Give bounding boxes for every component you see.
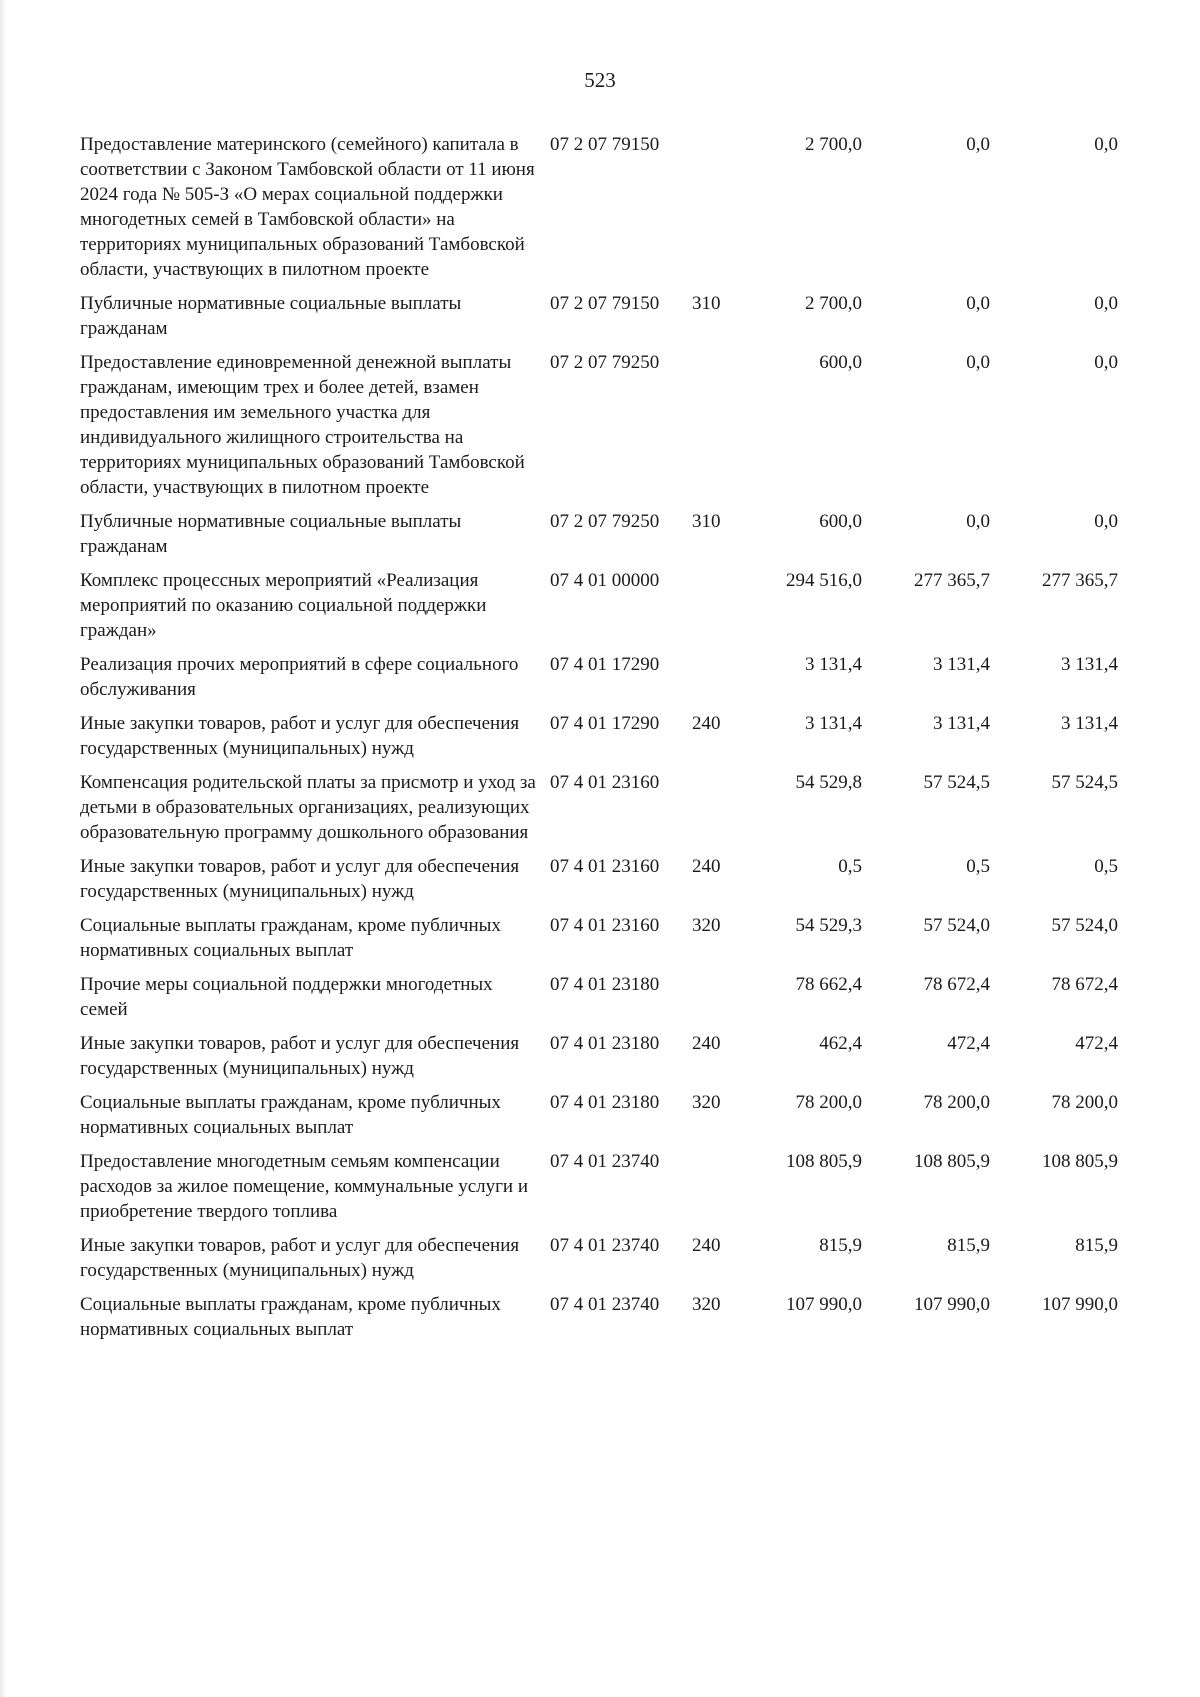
amount-year-2: 277 365,7 <box>914 570 990 591</box>
amount-year-3: 107 990,0 <box>1042 1294 1118 1315</box>
amount-year-2: 57 524,0 <box>923 915 990 936</box>
amount-year-2: 57 524,5 <box>923 772 990 793</box>
expense-type-code: 320 <box>692 1092 721 1113</box>
amount-year-1: 2 700,0 <box>805 293 862 314</box>
amount-year-2: 0,0 <box>966 293 990 314</box>
table-row <box>80 509 1170 559</box>
amount-year-2: 0,0 <box>966 352 990 373</box>
amount-year-2: 108 805,9 <box>914 1151 990 1172</box>
expense-name: Публичные нормативные социальные выплаты гражданам <box>80 511 462 557</box>
expense-type-code: 240 <box>692 856 721 877</box>
target-code: 07 2 07 79250 <box>550 352 660 373</box>
amount-year-2: 0,0 <box>966 511 990 532</box>
amount-year-1: 108 805,9 <box>786 1151 862 1172</box>
table-row <box>80 913 1170 963</box>
page-number: 523 <box>584 68 616 92</box>
amount-year-1: 2 700,0 <box>805 134 862 155</box>
amount-year-1: 0,5 <box>838 856 862 877</box>
table-row <box>80 770 1170 845</box>
amount-year-3: 78 672,4 <box>1051 974 1118 995</box>
expense-name: Социальные выплаты гражданам, кроме публичных нормативных социальных выплат <box>80 1294 501 1340</box>
target-code: 07 4 01 23160 <box>550 772 660 793</box>
target-code: 07 4 01 00000 <box>550 570 660 591</box>
expense-name: Публичные нормативные социальные выплаты гражданам <box>80 293 462 339</box>
target-code: 07 4 01 23740 <box>550 1235 660 1256</box>
expense-type-code: 310 <box>692 511 721 532</box>
table-row <box>80 291 1170 341</box>
table-row <box>80 711 1170 761</box>
amount-year-1: 78 662,4 <box>795 974 862 995</box>
expense-name: Прочие меры социальной поддержки многодетных семей <box>80 974 493 1020</box>
expense-name: Иные закупки товаров, работ и услуг для обеспечения государственных (муниципальных) нужд <box>80 1033 520 1079</box>
table-row <box>80 1031 1170 1081</box>
amount-year-2: 472,4 <box>947 1033 990 1054</box>
expense-type-code: 320 <box>692 1294 721 1315</box>
table-row <box>80 854 1170 904</box>
target-code: 07 4 01 17290 <box>550 654 660 675</box>
amount-year-1: 3 131,4 <box>805 713 862 734</box>
expense-type-code: 320 <box>692 915 721 936</box>
table-row <box>80 652 1170 702</box>
expense-name: Комплекс процессных мероприятий «Реализация мероприятий по оказанию социальной поддержки граждан» <box>80 570 487 641</box>
expense-type-code: 240 <box>692 1235 721 1256</box>
amount-year-2: 0,0 <box>966 134 990 155</box>
table-row <box>80 132 1170 282</box>
amount-year-3: 0,5 <box>1094 856 1118 877</box>
amount-year-3: 0,0 <box>1094 134 1118 155</box>
target-code: 07 4 01 23180 <box>550 1092 660 1113</box>
amount-year-1: 107 990,0 <box>786 1294 862 1315</box>
amount-year-1: 462,4 <box>819 1033 862 1054</box>
table-row <box>80 1090 1170 1140</box>
target-code: 07 4 01 23160 <box>550 915 660 936</box>
amount-year-2: 3 131,4 <box>933 713 990 734</box>
table-row <box>80 568 1170 643</box>
target-code: 07 4 01 23180 <box>550 974 660 995</box>
amount-year-3: 57 524,0 <box>1051 915 1118 936</box>
expense-type-code: 240 <box>692 1033 721 1054</box>
table-row <box>80 1233 1170 1283</box>
amount-year-2: 78 672,4 <box>923 974 990 995</box>
table-row <box>80 1149 1170 1224</box>
amount-year-3: 815,9 <box>1075 1235 1118 1256</box>
amount-year-3: 108 805,9 <box>1042 1151 1118 1172</box>
amount-year-3: 472,4 <box>1075 1033 1118 1054</box>
expense-name: Социальные выплаты гражданам, кроме публичных нормативных социальных выплат <box>80 1092 501 1138</box>
budget-table <box>80 132 1170 1351</box>
expense-type-code: 310 <box>692 293 721 314</box>
target-code: 07 2 07 79150 <box>550 134 660 155</box>
expense-name: Иные закупки товаров, работ и услуг для обеспечения государственных (муниципальных) нужд <box>80 713 520 759</box>
amount-year-3: 0,0 <box>1094 352 1118 373</box>
amount-year-3: 0,0 <box>1094 293 1118 314</box>
amount-year-1: 600,0 <box>819 511 862 532</box>
expense-name: Предоставление единовременной денежной выплаты гражданам, имеющим трех и более детей, взамен предоставления им земельного участка для индивидуального жилищного строительства на территориях муниципальных образований Тамбовской области, участвующих в пилотном проекте <box>80 352 525 498</box>
expense-name: Предоставление многодетным семьям компенсации расходов за жилое помещение, коммунальные услуги и приобретение твердого топлива <box>80 1151 528 1222</box>
target-code: 07 2 07 79150 <box>550 293 660 314</box>
expense-name: Иные закупки товаров, работ и услуг для обеспечения государственных (муниципальных) нужд <box>80 856 520 902</box>
amount-year-2: 107 990,0 <box>914 1294 990 1315</box>
amount-year-2: 0,5 <box>966 856 990 877</box>
expense-type-code: 240 <box>692 713 721 734</box>
amount-year-1: 3 131,4 <box>805 654 862 675</box>
target-code: 07 2 07 79250 <box>550 511 660 532</box>
amount-year-3: 0,0 <box>1094 511 1118 532</box>
expense-name: Социальные выплаты гражданам, кроме публичных нормативных социальных выплат <box>80 915 501 961</box>
amount-year-1: 78 200,0 <box>795 1092 862 1113</box>
amount-year-3: 78 200,0 <box>1051 1092 1118 1113</box>
amount-year-1: 54 529,8 <box>795 772 862 793</box>
target-code: 07 4 01 23180 <box>550 1033 660 1054</box>
amount-year-1: 54 529,3 <box>795 915 862 936</box>
target-code: 07 4 01 23740 <box>550 1151 660 1172</box>
amount-year-2: 815,9 <box>947 1235 990 1256</box>
amount-year-2: 78 200,0 <box>923 1092 990 1113</box>
amount-year-3: 277 365,7 <box>1042 570 1118 591</box>
amount-year-3: 57 524,5 <box>1051 772 1118 793</box>
expense-name: Реализация прочих мероприятий в сфере социального обслуживания <box>80 654 519 700</box>
expense-name: Иные закупки товаров, работ и услуг для обеспечения государственных (муниципальных) нужд <box>80 1235 520 1281</box>
table-row <box>80 1292 1170 1342</box>
target-code: 07 4 01 23740 <box>550 1294 660 1315</box>
amount-year-1: 600,0 <box>819 352 862 373</box>
target-code: 07 4 01 17290 <box>550 713 660 734</box>
scan-edge-shadow <box>0 0 6 1697</box>
target-code: 07 4 01 23160 <box>550 856 660 877</box>
table-row <box>80 972 1170 1022</box>
expense-name: Компенсация родительской платы за присмотр и уход за детьми в образовательных организациях, реализующих образовательную программу дошкольного образования <box>80 772 536 843</box>
amount-year-1: 294 516,0 <box>786 570 862 591</box>
table-row <box>80 350 1170 500</box>
amount-year-3: 3 131,4 <box>1061 654 1118 675</box>
expense-name: Предоставление материнского (семейного) капитала в соответствии с Законом Тамбовской области от 11 июня 2024 года № 505-З «О мерах социальной поддержки многодетных семей в Тамбовской области» на территориях муниципальных образований Тамбовской области, участвующих в пилотном проекте <box>80 134 535 280</box>
amount-year-1: 815,9 <box>819 1235 862 1256</box>
amount-year-2: 3 131,4 <box>933 654 990 675</box>
amount-year-3: 3 131,4 <box>1061 713 1118 734</box>
